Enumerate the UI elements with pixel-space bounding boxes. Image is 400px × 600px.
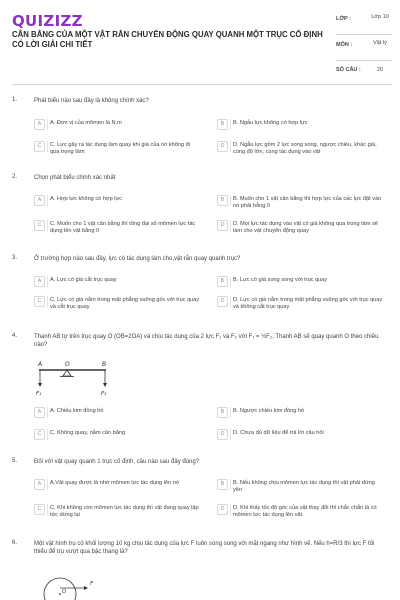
option-separator	[230, 119, 231, 130]
question-5	[12, 458, 392, 528]
header-divider	[12, 84, 392, 85]
option-letter: C	[34, 504, 45, 515]
option-text: C. Khi không còn mômen lực tác dụng thì vật đang quay lập tức dừng lại	[50, 505, 199, 519]
count-label: SỐ CÂU :	[336, 67, 361, 73]
option-separator	[47, 429, 48, 440]
option-letter: C	[34, 429, 45, 440]
question-4	[12, 333, 392, 448]
option-text: B. Nếu không chịu mômen lực tác dụng thì vật phải đứng yên	[233, 480, 375, 494]
question-number: 4.	[12, 333, 18, 339]
option-letter: B	[217, 195, 228, 206]
option-separator	[47, 119, 48, 130]
option-text: C. Lực gây ra tác dụng làm quay khi giá của nó không đi qua trọng tâm	[50, 142, 190, 156]
option-separator	[230, 276, 231, 287]
option-separator	[230, 141, 231, 152]
option-separator	[230, 479, 231, 490]
option-text: D. Lực có giá nằm trong mặt phẳng vuông góc với trục quay và không cắt trục quay	[233, 297, 383, 311]
option-letter: C	[34, 141, 45, 152]
option-separator	[47, 195, 48, 206]
option-letter: B	[217, 479, 228, 490]
option-text: A. Đơn vị của mômen là N.m	[50, 120, 122, 126]
point-b-label: B	[102, 361, 107, 368]
question-number: 1.	[12, 97, 18, 103]
force-f-arrowhead	[84, 586, 88, 590]
question-number: 5.	[12, 458, 18, 464]
question-text: Thanh AB tự trên trục quay O (OB=2OA) và chịu tác dụng của 2 lực F₁ và F₂ với F₁ = ½F₂. Thanh AB sẽ quay quanh O theo chiều nào?	[34, 334, 379, 348]
option-letter: D	[217, 429, 228, 440]
point-a-label: A	[38, 361, 43, 368]
option-text: D. Ngẫu lực gồm 2 lực song song, ngược chiều, khác giá, cùng độ lớn, cùng tác dụng vào vật	[233, 142, 377, 156]
option-letter: C	[34, 296, 45, 307]
option-text: C. Lực có giá nằm trong mặt phẳng vuông góc với trục quay và cắt trục quay	[50, 297, 200, 311]
count-value: 20	[376, 67, 384, 73]
question-text: Chọn phát biểu chính xác nhất	[34, 175, 116, 181]
option-letter: A	[34, 276, 45, 287]
option-text: B. Lực có giá song song với trục quay	[233, 277, 328, 283]
option-letter: B	[217, 119, 228, 130]
option-separator	[230, 504, 231, 515]
option-separator	[47, 276, 48, 287]
option-letter: B	[217, 276, 228, 287]
option-letter: A	[34, 195, 45, 206]
option-text: D. Mọi lực tác dụng vào vật có giá không qua trọng tâm sẽ làm cho vật chuyển động quay	[233, 221, 378, 235]
option-text: D. Chưa đủ dữ liệu để trả lời câu hỏi	[233, 430, 324, 436]
option-letter: A	[34, 119, 45, 130]
question-text: Phát biểu nào sau đây là không chính xác?	[34, 98, 149, 104]
option-separator	[47, 141, 48, 152]
center-o-label: O	[62, 589, 67, 595]
option-separator	[47, 407, 48, 418]
option-letter: D	[217, 141, 228, 152]
class-label: LỚP :	[336, 16, 351, 22]
option-letter: C	[34, 220, 45, 231]
question-text: Ở trường hợp nào sau đây, lực có tác dụng làm cho,vật rắn quay quanh trục?	[34, 256, 241, 262]
option-text: B. Muốn cho 1 vật cân bằng thì hợp lực của các lực đặt vào nó phải bằng 0	[233, 196, 382, 210]
question-number: 3.	[12, 255, 18, 261]
option-separator	[47, 479, 48, 490]
question-text: Đối với vật quay quanh 1 trục cố định, câu nào sau đây đúng?	[34, 459, 200, 465]
option-separator	[230, 407, 231, 418]
option-letter: D	[217, 296, 228, 307]
cylinder-center	[59, 593, 61, 595]
option-separator	[230, 429, 231, 440]
subject-value: Vật lý	[373, 40, 387, 46]
cylinder-figure	[32, 566, 122, 600]
point-o-label: O	[65, 361, 70, 368]
option-text: A.Vật quay được là nhờ mômen lực tác dụng lên nó	[50, 480, 179, 486]
option-letter: B	[217, 407, 228, 418]
option-separator	[47, 220, 48, 231]
question-number: 2.	[12, 174, 18, 180]
force-f1-label: F₁	[36, 391, 42, 397]
force-f2-label: F₂	[101, 391, 107, 397]
option-letter: D	[217, 504, 228, 515]
class-value: Lớp 10	[371, 14, 389, 20]
option-text: A. Hợp lực không có hợp lực	[50, 196, 123, 202]
option-separator	[230, 220, 231, 231]
pivot-triangle	[63, 370, 71, 376]
question-3	[12, 255, 392, 320]
force-f-label: F	[90, 581, 94, 587]
option-letter: D	[217, 220, 228, 231]
quizizz-logo: QUIZIZZ	[12, 12, 83, 30]
option-separator	[47, 504, 48, 515]
option-text: B. Ngược chiều kim đồng hồ	[233, 408, 305, 414]
option-text: D. Khi thấy tốc độ góc của vật thay đổi thì chắc chắn là có mômen lực tác dụng lên vật.	[233, 505, 377, 519]
option-separator	[47, 296, 48, 307]
subject-label: MÔN :	[336, 42, 353, 48]
question-1	[12, 97, 392, 163]
option-text: B. Ngẫu lực không có hợp lực	[233, 120, 308, 126]
lever-figure	[34, 359, 124, 399]
cylinder-circle	[44, 578, 76, 600]
question-text: Một vật hình trụ có khối lượng 10 kg chịu tác dụng của lực F luôn song song với mặt ngang như hình vẽ. Nếu h=R/3 thì lực F tối thiểu để trụ vượt qua bậc thang là?	[34, 541, 375, 555]
worksheet-title: CÂN BẰNG CỦA MỘT VẬT RẮN CHUYỂN ĐỘNG QUAY QUANH MỘT TRỤC CỐ ĐỊNH CÓ LỜI GIẢI CHI TIẾT	[12, 30, 323, 49]
option-separator	[230, 195, 231, 206]
option-separator	[230, 296, 231, 307]
force-f1-arrowhead	[38, 383, 42, 387]
force-f2-arrowhead	[103, 383, 107, 387]
worksheet-header	[0, 0, 400, 84]
question-6	[12, 540, 392, 600]
question-number: 6.	[12, 540, 18, 546]
option-text: C. Muốn cho 1 vật cân bằng thì tổng đại số mômen lực tác dụng lên vật bằng 0	[50, 221, 196, 235]
option-text: A. Chiều kim đồng hồ	[50, 408, 104, 414]
option-letter: A	[34, 479, 45, 490]
question-2	[12, 174, 392, 244]
option-text: A. Lực có giá cắt trục quay	[50, 277, 117, 283]
option-text: C. Không quay, nằm cân bằng	[50, 430, 126, 436]
option-letter: A	[34, 407, 45, 418]
